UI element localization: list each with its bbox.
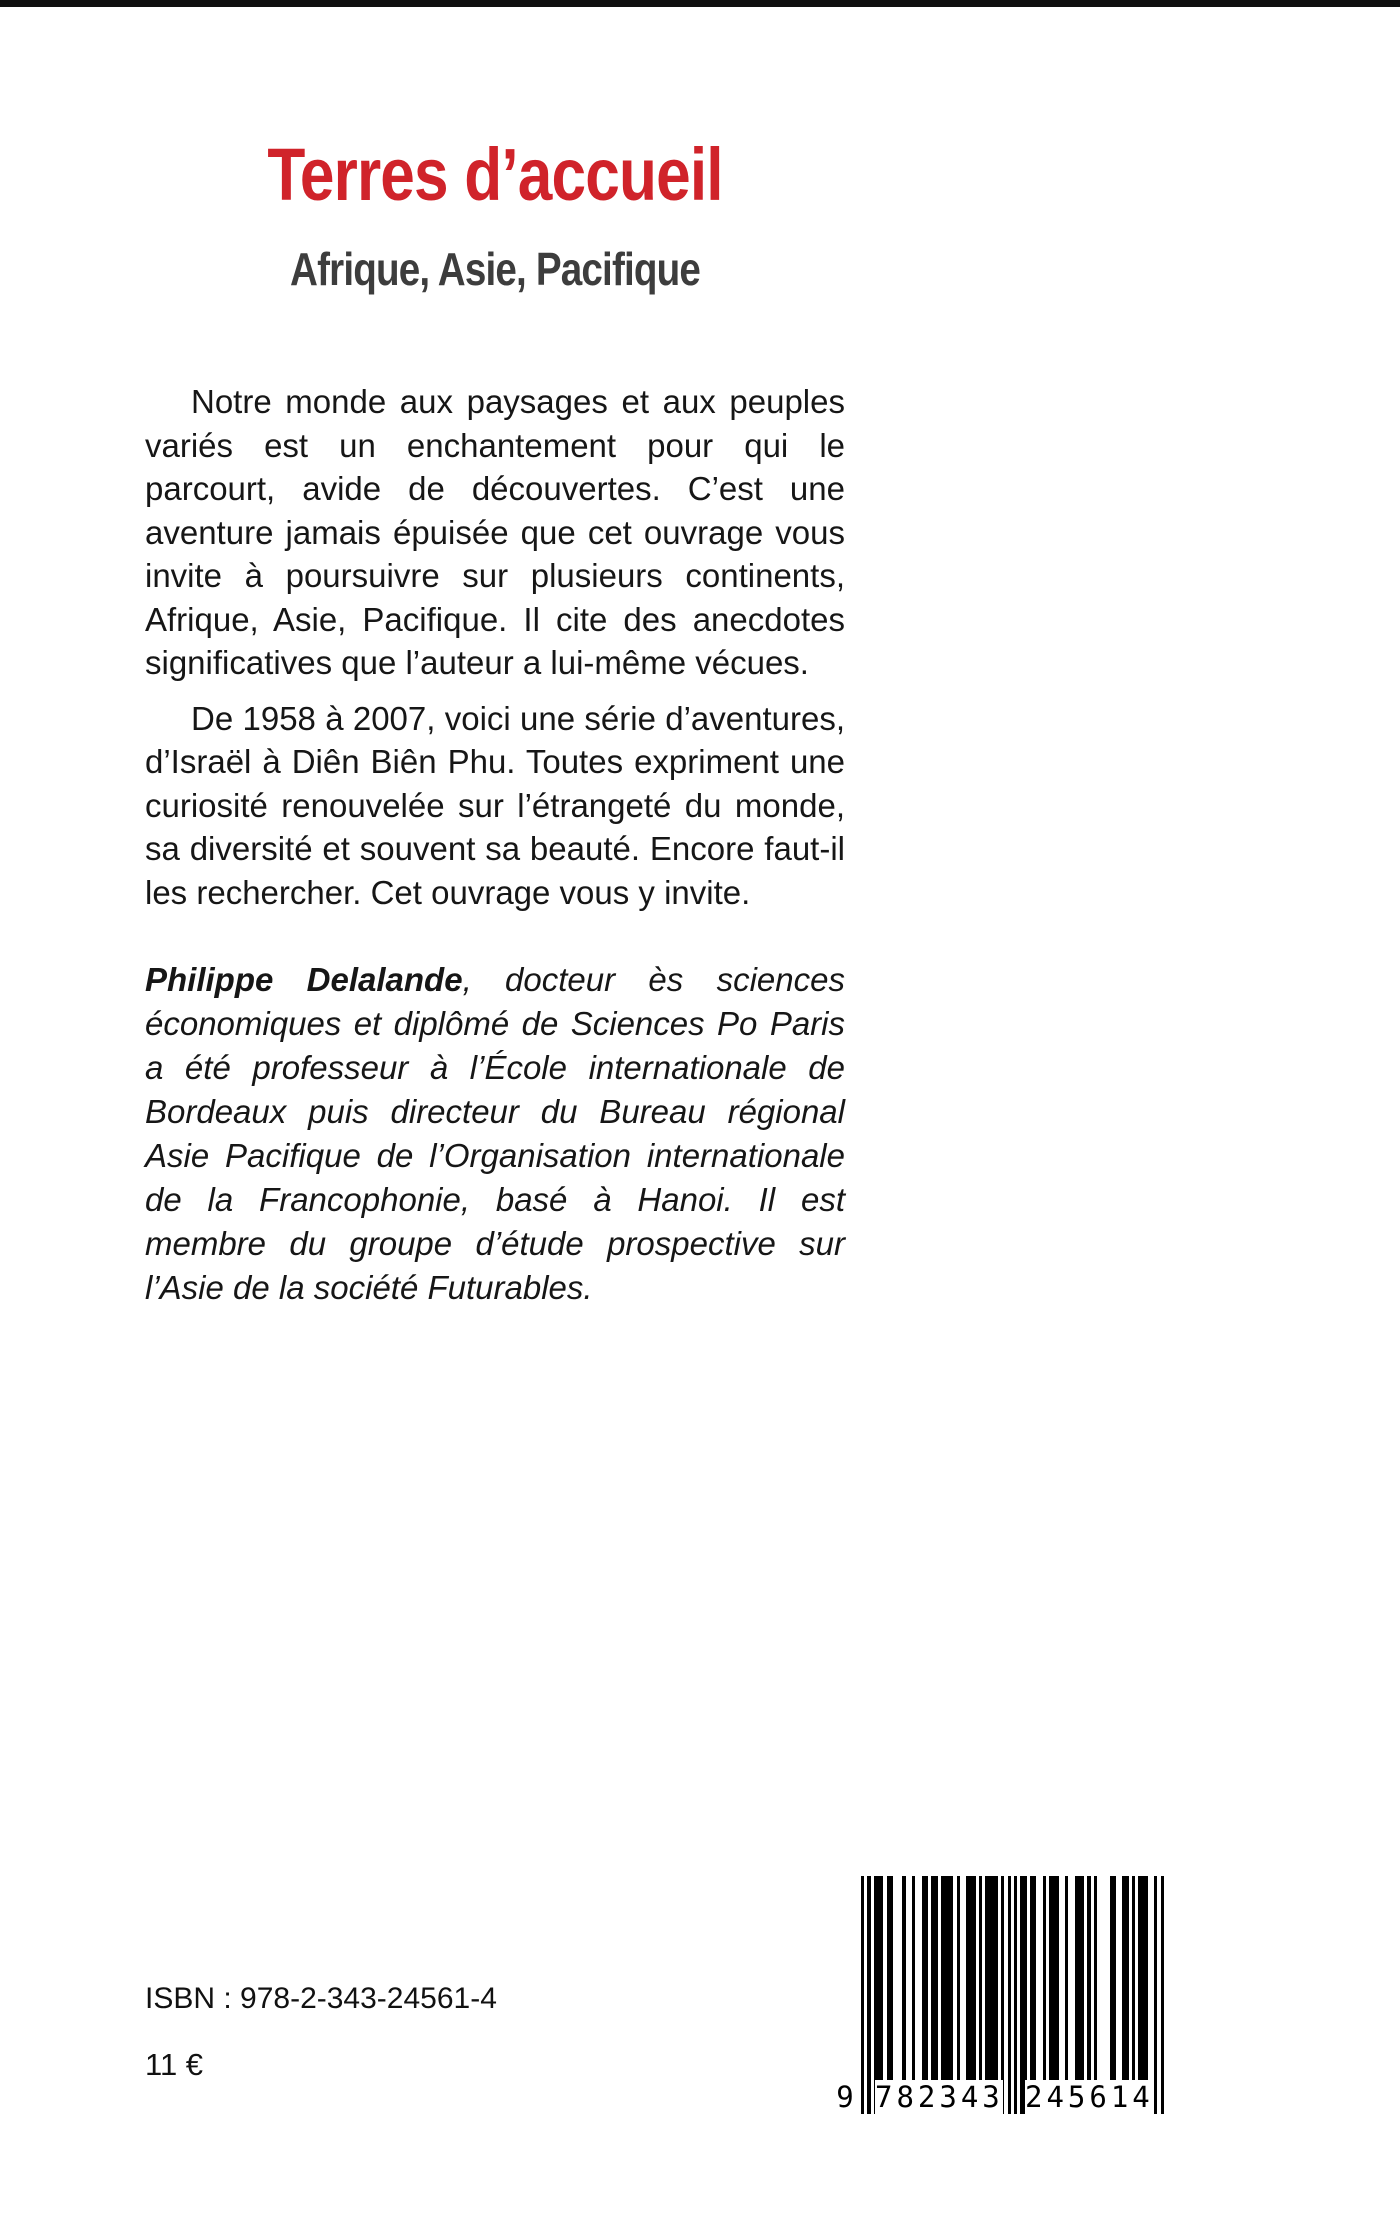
synopsis-paragraph-1: Notre monde aux paysages et aux peuples variés est un enchantement pour qui le parcourt, avide de découvertes. C’est une aventure jamais épuisée que cet ouvrage vous invite à poursuivre sur plusieurs continents, Afrique, Asie, Pacifique. Il cite des anecdotes significatives que l’auteur a lui-même vécues. — [145, 383, 845, 681]
top-edge — [0, 0, 1400, 7]
synopsis-paragraph-2: De 1958 à 2007, voici une série d’aventures, d’Israël à Diên Biên Phu. Toutes expriment une curiosité renouvelée sur l’étrangeté du monde, sa diversité et souvent sa beauté. Encore faut-il les rechercher. Cet ouvrage vous y invite. — [145, 699, 845, 911]
barcode-digits-left: 782343 — [875, 2080, 1004, 2114]
isbn-line: ISBN : 978-2-343-24561-4 — [145, 1982, 497, 2015]
barcode-bars — [861, 1876, 1164, 2114]
cover-text-column — [145, 133, 845, 1310]
barcode-digits-right: 245614 — [1025, 2080, 1154, 2114]
book-title-row — [145, 133, 845, 216]
author-bio-text: , docteur ès sciences économiques et diplômé de Sciences Po Paris a été professeur à l’École internationale de Bordeaux puis directeur du Bureau régional Asie Pacifique de l’Organisation internationale de la Francophonie, basé à Hanoi. Il est membre du groupe d’étude prospective sur l’Asie de la société Futurables. — [145, 961, 845, 1306]
book-subtitle-row — [145, 243, 845, 295]
book-subtitle: Afrique, Asie, Pacifique — [290, 243, 700, 295]
barcode-digit-first: 9 — [833, 2080, 857, 2114]
price-line: 11 € — [145, 2047, 204, 2082]
author-bio — [145, 958, 845, 1310]
author-name: Philippe Delalande — [145, 961, 463, 998]
book-title: Terres d’accueil — [267, 133, 723, 216]
barcode — [833, 1876, 1173, 2114]
